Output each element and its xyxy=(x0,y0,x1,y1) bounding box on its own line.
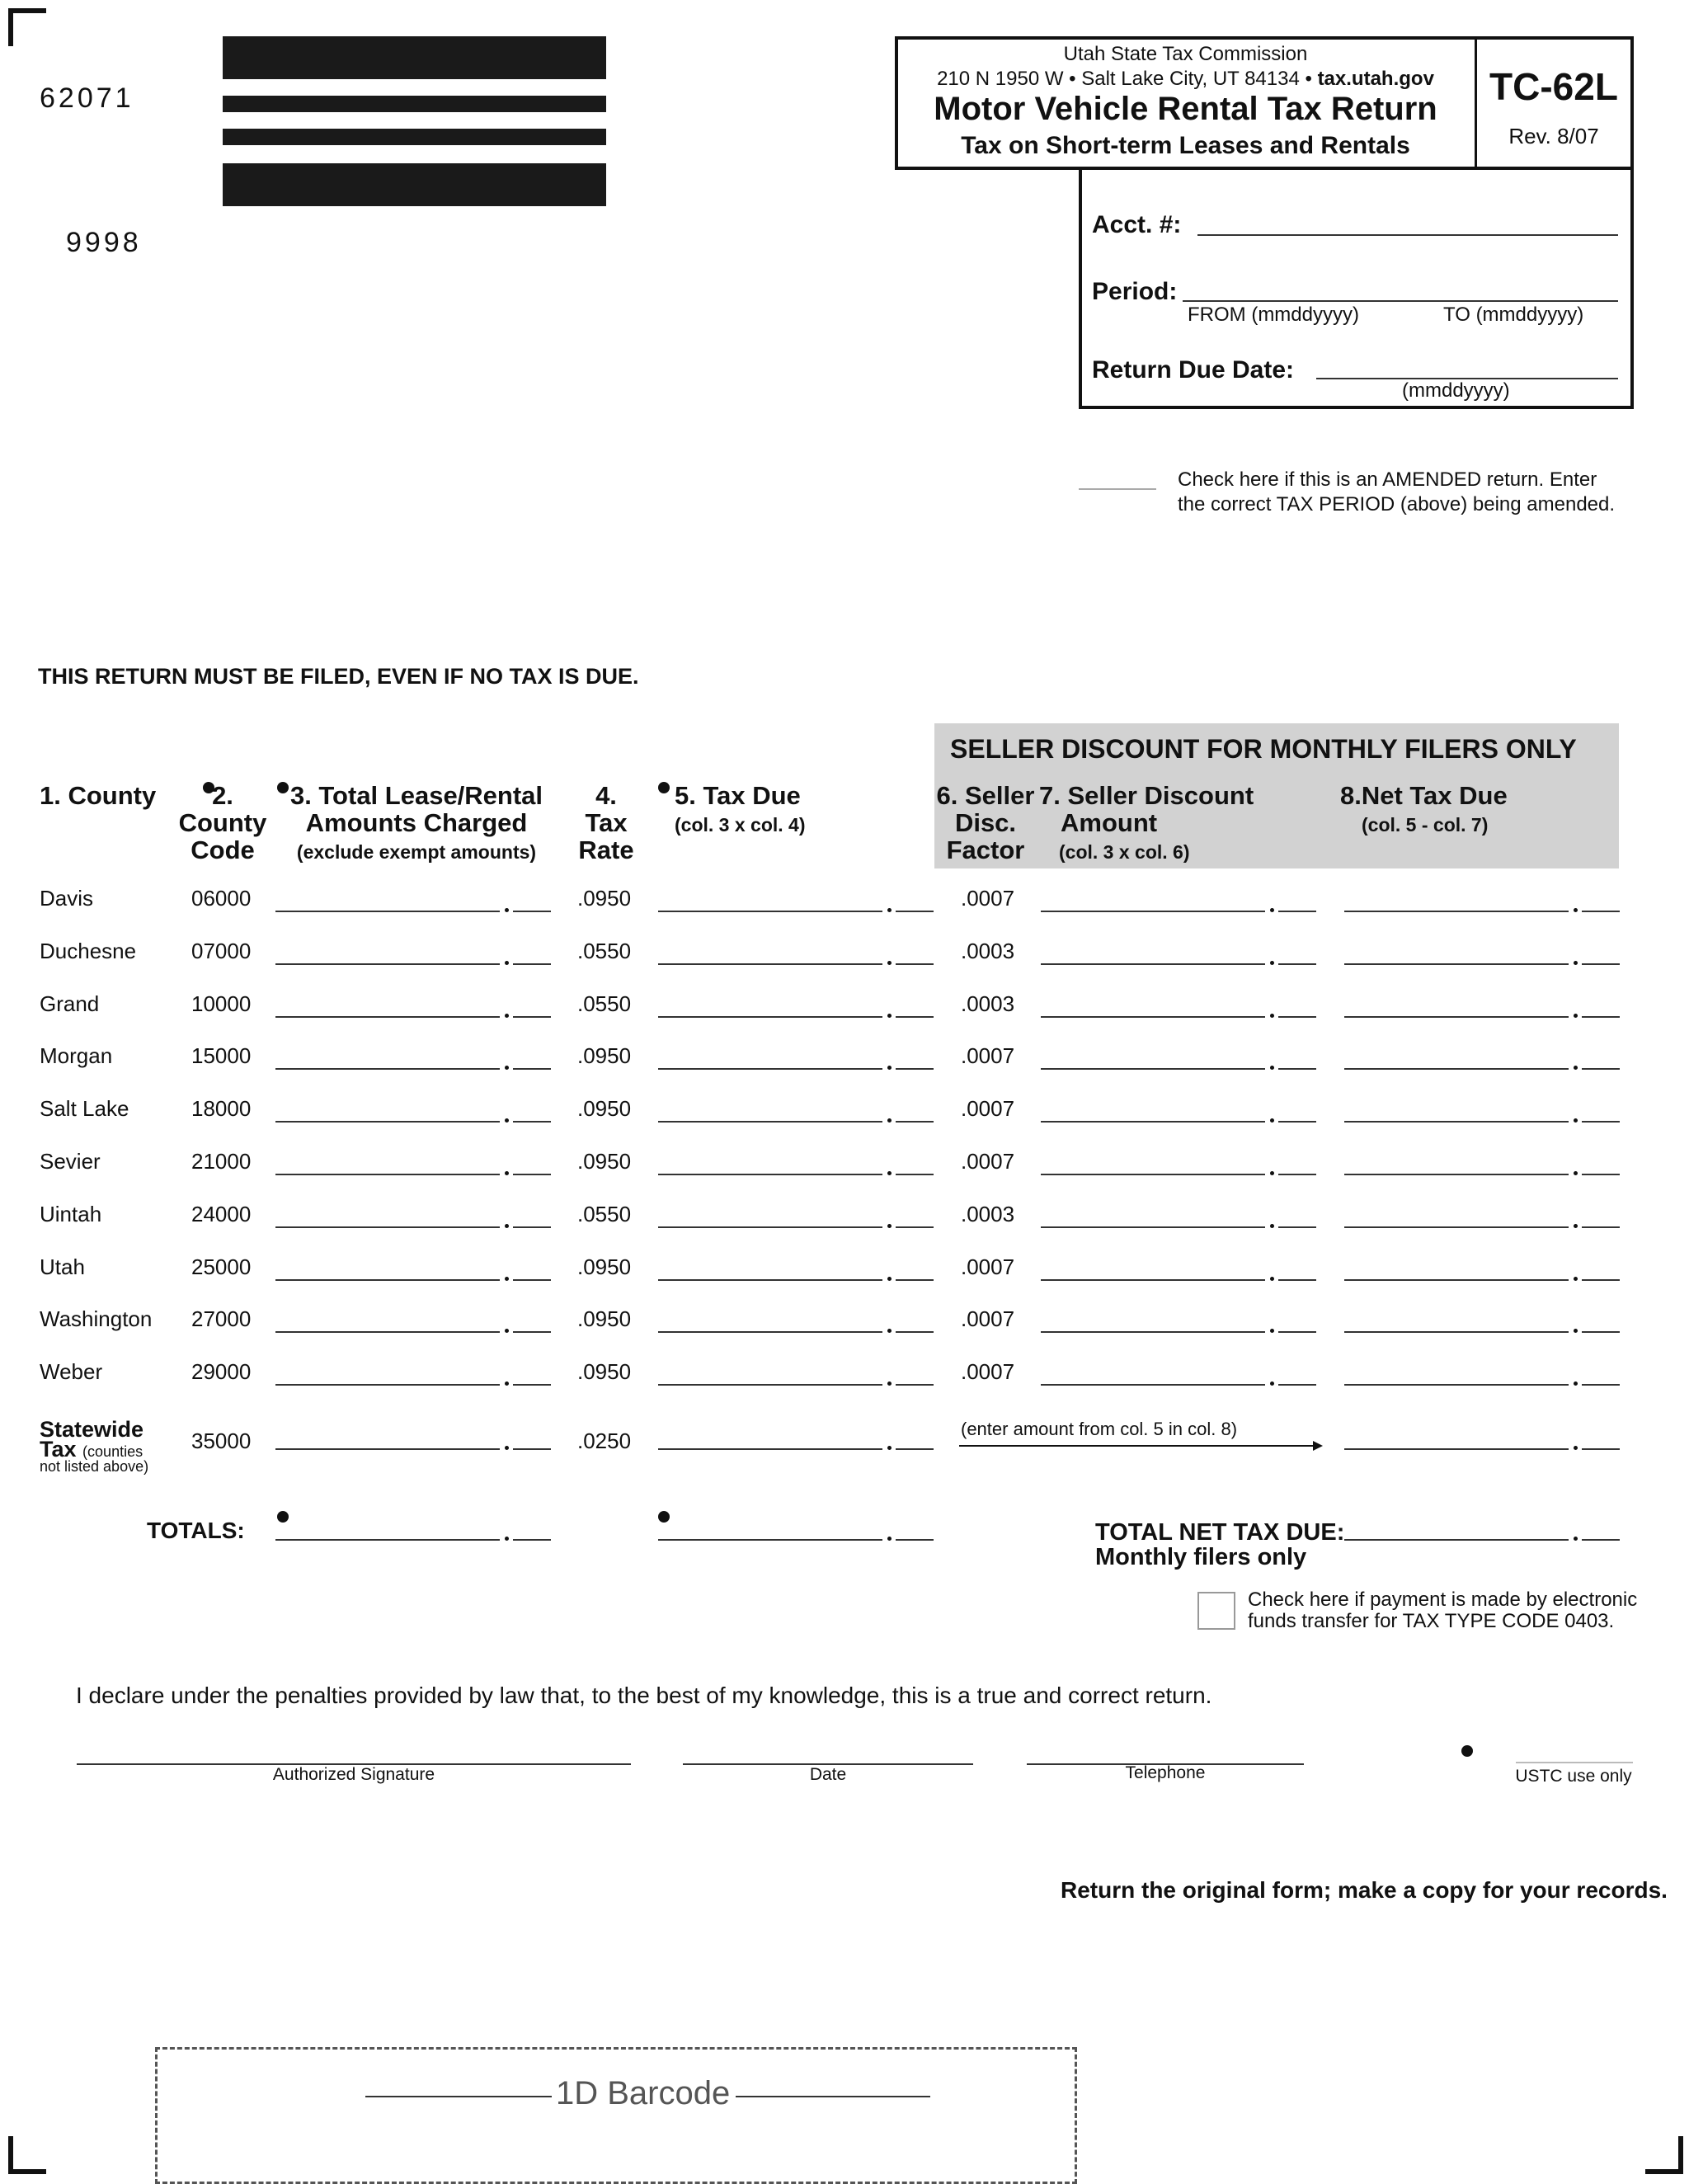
col5-header xyxy=(675,782,806,839)
county-code: 15000 xyxy=(191,1043,252,1068)
tax-rate: .0550 xyxy=(577,1202,632,1226)
tax-rate: .0950 xyxy=(577,1149,632,1174)
col5-tax-due-decimal xyxy=(887,1224,892,1228)
col5-tax-due-cents[interactable] xyxy=(896,1121,934,1123)
col4-header-l3: Rate xyxy=(578,835,634,864)
statewide-col5-dollars[interactable] xyxy=(658,1448,882,1450)
statewide-col8-cents[interactable] xyxy=(1582,1448,1620,1450)
barcode-placeholder xyxy=(155,2047,1077,2184)
col5-tax-due-cents[interactable] xyxy=(896,1174,934,1175)
col3-amount-dollars[interactable] xyxy=(275,1331,500,1333)
county-code: 27000 xyxy=(191,1306,252,1331)
date-label: Date xyxy=(809,1765,847,1784)
col7-discount-decimal xyxy=(1270,1224,1274,1228)
totals-col3-dollars[interactable] xyxy=(275,1539,500,1541)
totals-label: TOTALS: xyxy=(147,1518,245,1543)
period-from-label: FROM (mmddyyyy) xyxy=(1188,304,1359,326)
col7-discount-decimal xyxy=(1270,1277,1274,1281)
col5-tax-due-dollars[interactable] xyxy=(658,1384,882,1386)
form-subtitle: Tax on Short-term Leases and Rentals xyxy=(961,132,1410,159)
header-bar-1 xyxy=(223,36,606,79)
seller-disc-factor: .0007 xyxy=(961,1306,1015,1331)
col3-amount-decimal xyxy=(505,961,509,965)
col5-tax-due-cents[interactable] xyxy=(896,1331,934,1333)
col8-net-tax-cents[interactable] xyxy=(1582,1226,1620,1228)
county-name: Weber xyxy=(40,1359,103,1384)
col3-amount-dollars[interactable] xyxy=(275,1016,500,1018)
must-file-notice: THIS RETURN MUST BE FILED, EVEN IF NO TAX IS DUE. xyxy=(38,664,639,689)
signature-label: Authorized Signature xyxy=(272,1765,435,1784)
col5-tax-due-dollars[interactable] xyxy=(658,1279,882,1281)
seller-disc-factor: .0007 xyxy=(961,1096,1015,1121)
col7-discount-decimal xyxy=(1270,1329,1274,1333)
col7-discount-decimal xyxy=(1270,1171,1274,1175)
col5-tax-due-dollars[interactable] xyxy=(658,1226,882,1228)
col8-net-tax-cents[interactable] xyxy=(1582,1121,1620,1123)
col8-net-tax-cents[interactable] xyxy=(1582,1384,1620,1386)
amended-text-1: Check here if this is an AMENDED return. Enter xyxy=(1178,468,1597,491)
tax-rate: .0950 xyxy=(577,1306,632,1331)
col8-net-tax-decimal xyxy=(1574,1066,1578,1070)
form-revision: Rev. 8/07 xyxy=(1508,124,1599,148)
col8-net-tax-decimal xyxy=(1574,1277,1578,1281)
county-code: 25000 xyxy=(191,1254,252,1279)
col3-amount-cents[interactable] xyxy=(513,1384,551,1386)
col7-discount-cents[interactable] xyxy=(1278,1384,1316,1386)
tax-rate: .0950 xyxy=(577,1359,632,1384)
col8-net-tax-decimal xyxy=(1574,1171,1578,1175)
col3-amount-dollars[interactable] xyxy=(275,1384,500,1386)
col3-amount-decimal xyxy=(505,1277,509,1281)
header-bar-3 xyxy=(223,129,606,145)
col3-header-l1: 3. Total Lease/Rental xyxy=(289,781,543,810)
col7-discount-cents[interactable] xyxy=(1278,1174,1316,1175)
total-net-tax-label: TOTAL NET TAX DUE: xyxy=(1095,1519,1345,1546)
col5-tax-due-decimal xyxy=(887,1014,892,1018)
col8-net-tax-dollars[interactable] xyxy=(1344,1331,1569,1333)
col5-tax-due-decimal xyxy=(887,1329,892,1333)
county-code: 21000 xyxy=(191,1149,252,1174)
col5-header-l1: 5. Tax Due xyxy=(675,781,801,810)
tax-rate: .0950 xyxy=(577,1254,632,1279)
statewide-note-1: (counties xyxy=(82,1443,143,1460)
col8-header-l1: 8.Net Tax Due xyxy=(1340,781,1508,810)
corner-mark-bottom-right xyxy=(1645,2136,1683,2174)
col5-tax-due-decimal xyxy=(887,961,892,965)
col7-discount-decimal xyxy=(1270,1381,1274,1386)
total-net-tax-decimal xyxy=(1574,1537,1578,1541)
col7-discount-dollars[interactable] xyxy=(1041,1279,1265,1281)
col3-amount-decimal xyxy=(505,1066,509,1070)
acct-label: Acct. #: xyxy=(1092,211,1182,238)
address-text: 210 N 1950 W • Salt Lake City, UT 84134 • xyxy=(937,68,1312,90)
col7-discount-dollars[interactable] xyxy=(1041,1068,1265,1070)
col7-discount-dollars[interactable] xyxy=(1041,1121,1265,1123)
col3-bullet xyxy=(277,782,289,793)
col2-header-l1: 2. xyxy=(212,781,233,810)
agency-name: Utah State Tax Commission xyxy=(1063,43,1308,65)
seller-disc-factor: .0007 xyxy=(961,1359,1015,1384)
col8-net-tax-dollars[interactable] xyxy=(1344,911,1569,912)
total-net-tax-dollars[interactable] xyxy=(1344,1539,1569,1541)
return-note: Return the original form; make a copy for your records. xyxy=(1061,1877,1668,1903)
period-to-label: TO (mmddyyyy) xyxy=(1443,304,1584,326)
seller-disc-factor: .0003 xyxy=(961,939,1015,963)
col3-amount-cents[interactable] xyxy=(513,1279,551,1281)
county-name: Grand xyxy=(40,991,100,1016)
seller-discount-banner: SELLER DISCOUNT FOR MONTHLY FILERS ONLY xyxy=(950,734,1577,764)
col1-header: 1. County xyxy=(40,781,157,810)
telephone-label: Telephone xyxy=(1125,1763,1206,1782)
col5-tax-due-decimal xyxy=(887,908,892,912)
statewide-instruction: (enter amount from col. 5 in col. 8) xyxy=(961,1419,1238,1439)
col6-header-l2: Disc. xyxy=(954,808,1017,837)
col3-amount-decimal xyxy=(505,1118,509,1123)
col7-discount-dollars[interactable] xyxy=(1041,1016,1265,1018)
col8-net-tax-decimal xyxy=(1574,1224,1578,1228)
col3-amount-dollars[interactable] xyxy=(275,963,500,965)
eft-checkbox[interactable] xyxy=(1197,1592,1235,1630)
col8-net-tax-dollars[interactable] xyxy=(1344,1174,1569,1175)
col3-amount-dollars[interactable] xyxy=(275,911,500,912)
statewide-tax: Tax xyxy=(40,1437,77,1461)
county-name: Washington xyxy=(40,1306,153,1331)
declaration-text: I declare under the penalties provided by law that, to the best of my knowledge, this is a true and correct return. xyxy=(76,1683,1212,1708)
col3-amount-cents[interactable] xyxy=(513,1331,551,1333)
county-name: Morgan xyxy=(40,1043,113,1068)
col3-amount-decimal xyxy=(505,908,509,912)
col8-net-tax-cents[interactable] xyxy=(1582,1331,1620,1333)
seller-disc-factor: .0007 xyxy=(961,886,1015,911)
col6-header-l3: Factor xyxy=(946,835,1025,864)
col3-amount-decimal xyxy=(505,1171,509,1175)
tax-rate: .0550 xyxy=(577,991,632,1016)
col3-amount-dollars[interactable] xyxy=(275,1068,500,1070)
col4-header-l2: Tax xyxy=(585,808,628,837)
col7-discount-dollars[interactable] xyxy=(1041,1384,1265,1386)
col8-net-tax-dollars[interactable] xyxy=(1344,1384,1569,1386)
col3-amount-dollars[interactable] xyxy=(275,1226,500,1228)
county-code: 06000 xyxy=(191,886,252,911)
col3-amount-cents[interactable] xyxy=(513,1068,551,1070)
totals-col3-bullet xyxy=(277,1511,289,1523)
col8-header-note: (col. 5 - col. 7) xyxy=(1362,814,1489,835)
col2-header xyxy=(173,782,272,864)
seller-disc-factor: .0003 xyxy=(961,1202,1015,1226)
totals-col5-bullet xyxy=(658,1511,670,1523)
amended-checkbox[interactable] xyxy=(1079,488,1156,490)
amended-text-2: the correct TAX PERIOD (above) being amended. xyxy=(1178,493,1616,515)
col7-header-note: (col. 3 x col. 6) xyxy=(1059,841,1190,863)
due-date-label: Return Due Date: xyxy=(1092,356,1295,384)
county-code: 29000 xyxy=(191,1359,252,1384)
tax-rate: .0550 xyxy=(577,939,632,963)
col5-tax-due-decimal xyxy=(887,1066,892,1070)
col5-tax-due-decimal xyxy=(887,1171,892,1175)
col7-discount-dollars[interactable] xyxy=(1041,963,1265,965)
col7-discount-cents[interactable] xyxy=(1278,1121,1316,1123)
col5-bullet xyxy=(658,782,670,793)
statewide-arrow-head xyxy=(1313,1441,1323,1451)
total-net-tax-sub: Monthly filers only xyxy=(1095,1544,1307,1570)
col7-discount-cents[interactable] xyxy=(1278,911,1316,912)
statewide-col5-cents[interactable] xyxy=(896,1448,934,1450)
col6-header xyxy=(936,782,1035,864)
col7-discount-cents[interactable] xyxy=(1278,1279,1316,1281)
col3-amount-decimal xyxy=(505,1329,509,1333)
totals-col3-decimal xyxy=(505,1537,509,1541)
col8-net-tax-decimal xyxy=(1574,1118,1578,1123)
barcode-line-left xyxy=(365,2096,552,2097)
col5-tax-due-cents[interactable] xyxy=(896,1016,934,1018)
website-text: tax.utah.gov xyxy=(1317,68,1434,90)
col5-tax-due-decimal xyxy=(887,1118,892,1123)
seller-disc-factor: .0007 xyxy=(961,1254,1015,1279)
col3-amount-cents[interactable] xyxy=(513,1016,551,1018)
col7-discount-decimal xyxy=(1270,1118,1274,1123)
col8-net-tax-decimal xyxy=(1574,1014,1578,1018)
barcode-label: 1D Barcode xyxy=(556,2075,731,2111)
seller-disc-factor: .0007 xyxy=(961,1043,1015,1068)
col5-header-note: (col. 3 x col. 4) xyxy=(675,814,806,835)
statewide-col8-dollars[interactable] xyxy=(1344,1448,1569,1450)
col4-header-l1: 4. xyxy=(595,781,617,810)
col7-header xyxy=(1039,782,1254,866)
col5-tax-due-cents[interactable] xyxy=(896,1384,934,1386)
col8-net-tax-cents[interactable] xyxy=(1582,1016,1620,1018)
col5-tax-due-dollars[interactable] xyxy=(658,1068,882,1070)
col7-discount-cents[interactable] xyxy=(1278,963,1316,965)
col8-net-tax-dollars[interactable] xyxy=(1344,963,1569,965)
statewide-code: 35000 xyxy=(191,1429,252,1453)
col8-net-tax-dollars[interactable] xyxy=(1344,1279,1569,1281)
col7-discount-decimal xyxy=(1270,961,1274,965)
statewide-col8-decimal xyxy=(1574,1446,1578,1450)
col8-net-tax-dollars[interactable] xyxy=(1344,1226,1569,1228)
col7-discount-dollars[interactable] xyxy=(1041,1226,1265,1228)
totals-col5-decimal xyxy=(887,1537,892,1541)
col7-header-l1: 7. Seller Discount xyxy=(1039,781,1254,810)
form-title: Motor Vehicle Rental Tax Return xyxy=(934,91,1437,127)
corner-mark-top-left xyxy=(8,8,46,46)
col5-tax-due-cents[interactable] xyxy=(896,911,934,912)
seller-disc-factor: .0007 xyxy=(961,1149,1015,1174)
col3-amount-cents[interactable] xyxy=(513,1226,551,1228)
totals-col5-cents[interactable] xyxy=(896,1539,934,1541)
total-net-tax-cents[interactable] xyxy=(1582,1539,1620,1541)
statewide-rate: .0250 xyxy=(577,1429,632,1453)
statewide-label: Statewide xyxy=(40,1417,144,1442)
col5-tax-due-cents[interactable] xyxy=(896,1279,934,1281)
col3-amount-decimal xyxy=(505,1381,509,1386)
col5-tax-due-decimal xyxy=(887,1277,892,1281)
col8-net-tax-dollars[interactable] xyxy=(1344,1121,1569,1123)
col3-header-l3 xyxy=(289,836,544,866)
col8-net-tax-dollars[interactable] xyxy=(1344,1068,1569,1070)
col2-header-l2: County xyxy=(178,808,267,837)
col7-discount-cents[interactable] xyxy=(1278,1226,1316,1228)
col5-header-l2 xyxy=(675,809,806,839)
col8-net-tax-cents[interactable] xyxy=(1582,963,1620,965)
county-name: Duchesne xyxy=(40,939,137,963)
county-code: 18000 xyxy=(191,1096,252,1121)
due-date-format: (mmddyyyy) xyxy=(1402,379,1510,402)
statewide-arrow xyxy=(959,1445,1315,1447)
col3-header-l2: Amounts Charged xyxy=(305,808,528,837)
col7-discount-decimal xyxy=(1270,908,1274,912)
ustc-bullet xyxy=(1461,1745,1473,1757)
col7-discount-decimal xyxy=(1270,1014,1274,1018)
col5-tax-due-dollars[interactable] xyxy=(658,1174,882,1175)
col3-header xyxy=(289,782,544,866)
col5-tax-due-cents[interactable] xyxy=(896,1068,934,1070)
form-id: TC-62L xyxy=(1489,65,1618,108)
county-name: Salt Lake xyxy=(40,1096,129,1121)
col8-net-tax-decimal xyxy=(1574,961,1578,965)
col8-net-tax-decimal xyxy=(1574,1381,1578,1386)
acct-input[interactable] xyxy=(1197,234,1618,236)
form-number-mid: 9998 xyxy=(66,227,142,258)
col3-amount-decimal xyxy=(505,1224,509,1228)
ustc-field xyxy=(1516,1762,1633,1763)
agency-address xyxy=(899,68,1472,91)
col7-discount-cents[interactable] xyxy=(1278,1016,1316,1018)
ustc-label: USTC use only xyxy=(1515,1767,1632,1786)
col3-header-note: (exclude exempt amounts) xyxy=(296,841,537,863)
header-bar-4 xyxy=(223,163,606,206)
barcode-line-right xyxy=(736,2096,930,2097)
col5-tax-due-cents[interactable] xyxy=(896,1226,934,1228)
col7-discount-cents[interactable] xyxy=(1278,1068,1316,1070)
county-name: Utah xyxy=(40,1254,85,1279)
col7-header-l2: Amount xyxy=(1061,808,1158,837)
county-code: 10000 xyxy=(191,991,252,1016)
statewide-col3-decimal xyxy=(505,1446,509,1450)
col3-amount-dollars[interactable] xyxy=(275,1121,500,1123)
eft-text-2: funds transfer for TAX TYPE CODE 0403. xyxy=(1248,1610,1615,1632)
col5-tax-due-cents[interactable] xyxy=(896,963,934,965)
col8-net-tax-cents[interactable] xyxy=(1582,911,1620,912)
col8-net-tax-dollars[interactable] xyxy=(1344,1016,1569,1018)
county-name: Sevier xyxy=(40,1149,101,1174)
county-name: Davis xyxy=(40,886,94,911)
col3-amount-cents[interactable] xyxy=(513,963,551,965)
statewide-col3-dollars[interactable] xyxy=(275,1448,500,1450)
col3-amount-dollars[interactable] xyxy=(275,1279,500,1281)
col5-tax-due-dollars[interactable] xyxy=(658,1121,882,1123)
seller-disc-factor: .0003 xyxy=(961,991,1015,1016)
col7-discount-dollars[interactable] xyxy=(1041,1331,1265,1333)
col7-discount-dollars[interactable] xyxy=(1041,911,1265,912)
col8-net-tax-decimal xyxy=(1574,908,1578,912)
col8-net-tax-decimal xyxy=(1574,1329,1578,1333)
col5-tax-due-dollars[interactable] xyxy=(658,963,882,965)
period-input[interactable] xyxy=(1183,300,1618,302)
county-code: 07000 xyxy=(191,939,252,963)
col3-amount-decimal xyxy=(505,1014,509,1018)
form-number-top: 62071 xyxy=(40,82,134,114)
col5-tax-due-dollars[interactable] xyxy=(658,1331,882,1333)
col7-discount-dollars[interactable] xyxy=(1041,1174,1265,1175)
county-name: Uintah xyxy=(40,1202,102,1226)
tax-rate: .0950 xyxy=(577,886,632,911)
corner-mark-bottom-left xyxy=(8,2136,46,2174)
col3-amount-cents[interactable] xyxy=(513,1121,551,1123)
statewide-col5-decimal xyxy=(887,1446,892,1450)
col5-tax-due-dollars[interactable] xyxy=(658,1016,882,1018)
col8-net-tax-cents[interactable] xyxy=(1582,1068,1620,1070)
col5-tax-due-dollars[interactable] xyxy=(658,911,882,912)
period-label: Period: xyxy=(1092,278,1178,305)
statewide-note-2: not listed above) xyxy=(40,1458,149,1475)
county-code: 24000 xyxy=(191,1202,252,1226)
col7-discount-decimal xyxy=(1270,1066,1274,1070)
col8-header-l2 xyxy=(1340,809,1508,839)
tax-rate: .0950 xyxy=(577,1043,632,1068)
statewide-col3-cents[interactable] xyxy=(513,1448,551,1450)
col3-amount-cents[interactable] xyxy=(513,1174,551,1175)
col6-header-l1: 6. Seller xyxy=(936,781,1035,810)
tax-rate: .0950 xyxy=(577,1096,632,1121)
eft-text-1: Check here if payment is made by electronic xyxy=(1248,1589,1638,1611)
totals-col3-cents[interactable] xyxy=(513,1539,551,1541)
col8-net-tax-cents[interactable] xyxy=(1582,1174,1620,1175)
header-bar-2 xyxy=(223,96,606,112)
col4-header xyxy=(561,782,652,864)
col8-net-tax-cents[interactable] xyxy=(1582,1279,1620,1281)
col3-amount-dollars[interactable] xyxy=(275,1174,500,1175)
col7-header-l3 xyxy=(1039,836,1254,866)
col7-discount-cents[interactable] xyxy=(1278,1331,1316,1333)
col3-amount-cents[interactable] xyxy=(513,911,551,912)
col5-tax-due-decimal xyxy=(887,1381,892,1386)
col2-header-l3: Code xyxy=(191,835,255,864)
totals-col5-dollars[interactable] xyxy=(658,1539,882,1541)
col8-header xyxy=(1340,782,1508,839)
